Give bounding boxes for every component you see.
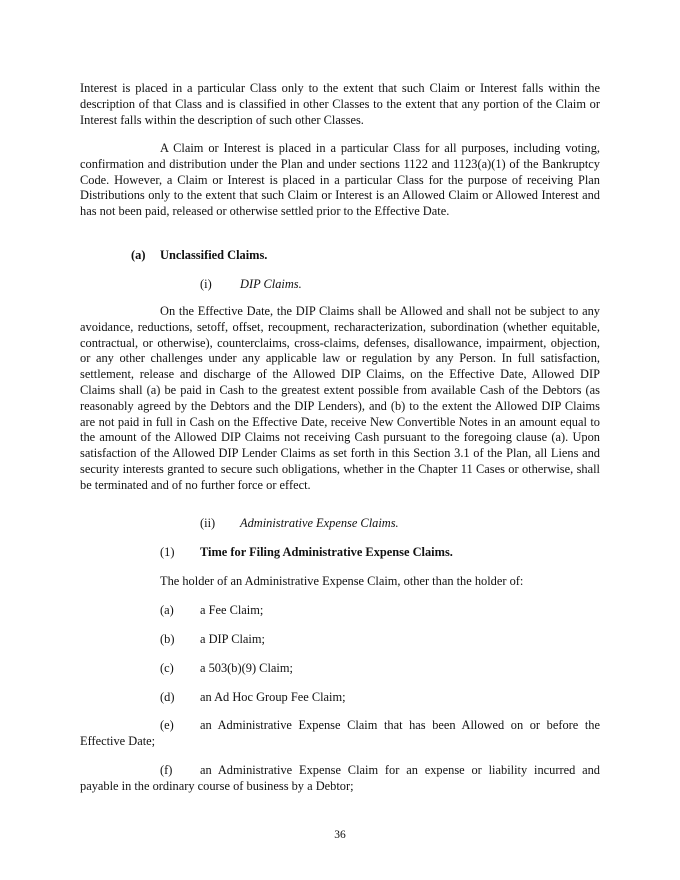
- paragraph-class-purposes: A Claim or Interest is placed in a particular Class for all purposes, including voting, confirmation and distribution under the Plan and under sections 1122 and 1123(a)(1) of the Bankruptcy Code. However, a Claim or Interest is placed in a particular Class for the purpose of receiving Plan Distributions only to the extent that such Claim or Interest is an Allowed Claim or Allowed Interest and has not been paid, released or otherwise settled prior to the Effective Date.: [80, 141, 600, 219]
- list-item-e: [80, 718, 600, 750]
- heading-a-number: (a): [131, 248, 146, 262]
- list-item-e-label: (e): [160, 718, 174, 732]
- list-item-e-text: an Administrative Expense Claim that has been Allowed on or before the Effective Date;: [80, 718, 600, 748]
- list-item-a-text: a Fee Claim;: [200, 603, 264, 617]
- list-item-c-text: a 503(b)(9) Claim;: [200, 661, 293, 675]
- page-number: 36: [334, 829, 346, 841]
- list-item-f-label: (f): [160, 763, 173, 777]
- heading-ii-number: (ii): [200, 516, 216, 530]
- list-item-a-label: (a): [160, 603, 174, 617]
- list-item-f-text: an Administrative Expense Claim for an expense or liability incurred and payable in the ordinary course of business by a Debtor;: [80, 763, 600, 793]
- heading-administrative-expense-claims: Administrative Expense Claims.: [240, 516, 399, 530]
- heading-time-for-filing: Time for Filing Administrative Expense Claims.: [200, 545, 453, 559]
- list-item-b-text: a DIP Claim;: [200, 632, 265, 646]
- holder-intro-line: The holder of an Administrative Expense Claim, other than the holder of:: [160, 574, 524, 588]
- list-item-f: [80, 763, 600, 795]
- list-item-d-label: (d): [160, 690, 175, 704]
- heading-i-number: (i): [200, 277, 212, 291]
- list-item-b-label: (b): [160, 632, 175, 646]
- heading-1-number: (1): [160, 545, 175, 559]
- heading-unclassified-claims: Unclassified Claims.: [160, 248, 268, 262]
- paragraph-dip-claims: On the Effective Date, the DIP Claims shall be Allowed and shall not be subject to any avoidance, reductions, setoff, offset, recoupment, recharacterization, subordination (whether equitable, contractual, or otherwise), counterclaims, cross-claims, defenses, disallowance, impairment, objection, or any other challenges under any applicable law or regulation by any Person. In full satisfaction, settlement, release and discharge of the Allowed DIP Claims, on the Effective Date, Allowed DIP Claims shall (a) be paid in Cash to the greatest extent possible from available Cash of the Debtors (as reasonably agreed by the Debtors and the DIP Lenders), and (b) to the extent the Allowed DIP Claims are not paid in full in Cash on the Effective Date, receive New Convertible Notes in an amount equal to the amount of the Allowed DIP Claims not receiving Cash pursuant to the foregoing clause (a). Upon satisfaction of the Allowed DIP Lender Claims as set forth in this Section 3.1 of the Plan, all Liens and security interests granted to secure such obligations, whether in the Chapter 11 Cases or otherwise, shall be terminated and of no further force or effect.: [80, 304, 600, 492]
- list-item-c-label: (c): [160, 661, 174, 675]
- paragraph-class-placement-continued: Interest is placed in a particular Class only to the extent that such Claim or Interest falls within the description of that Class and is classified in other Classes to the extent that any portion of the Claim or Interest falls within the description of such other Classes.: [80, 81, 600, 127]
- list-item-d-text: an Ad Hoc Group Fee Claim;: [200, 690, 346, 704]
- heading-dip-claims: DIP Claims.: [240, 277, 302, 291]
